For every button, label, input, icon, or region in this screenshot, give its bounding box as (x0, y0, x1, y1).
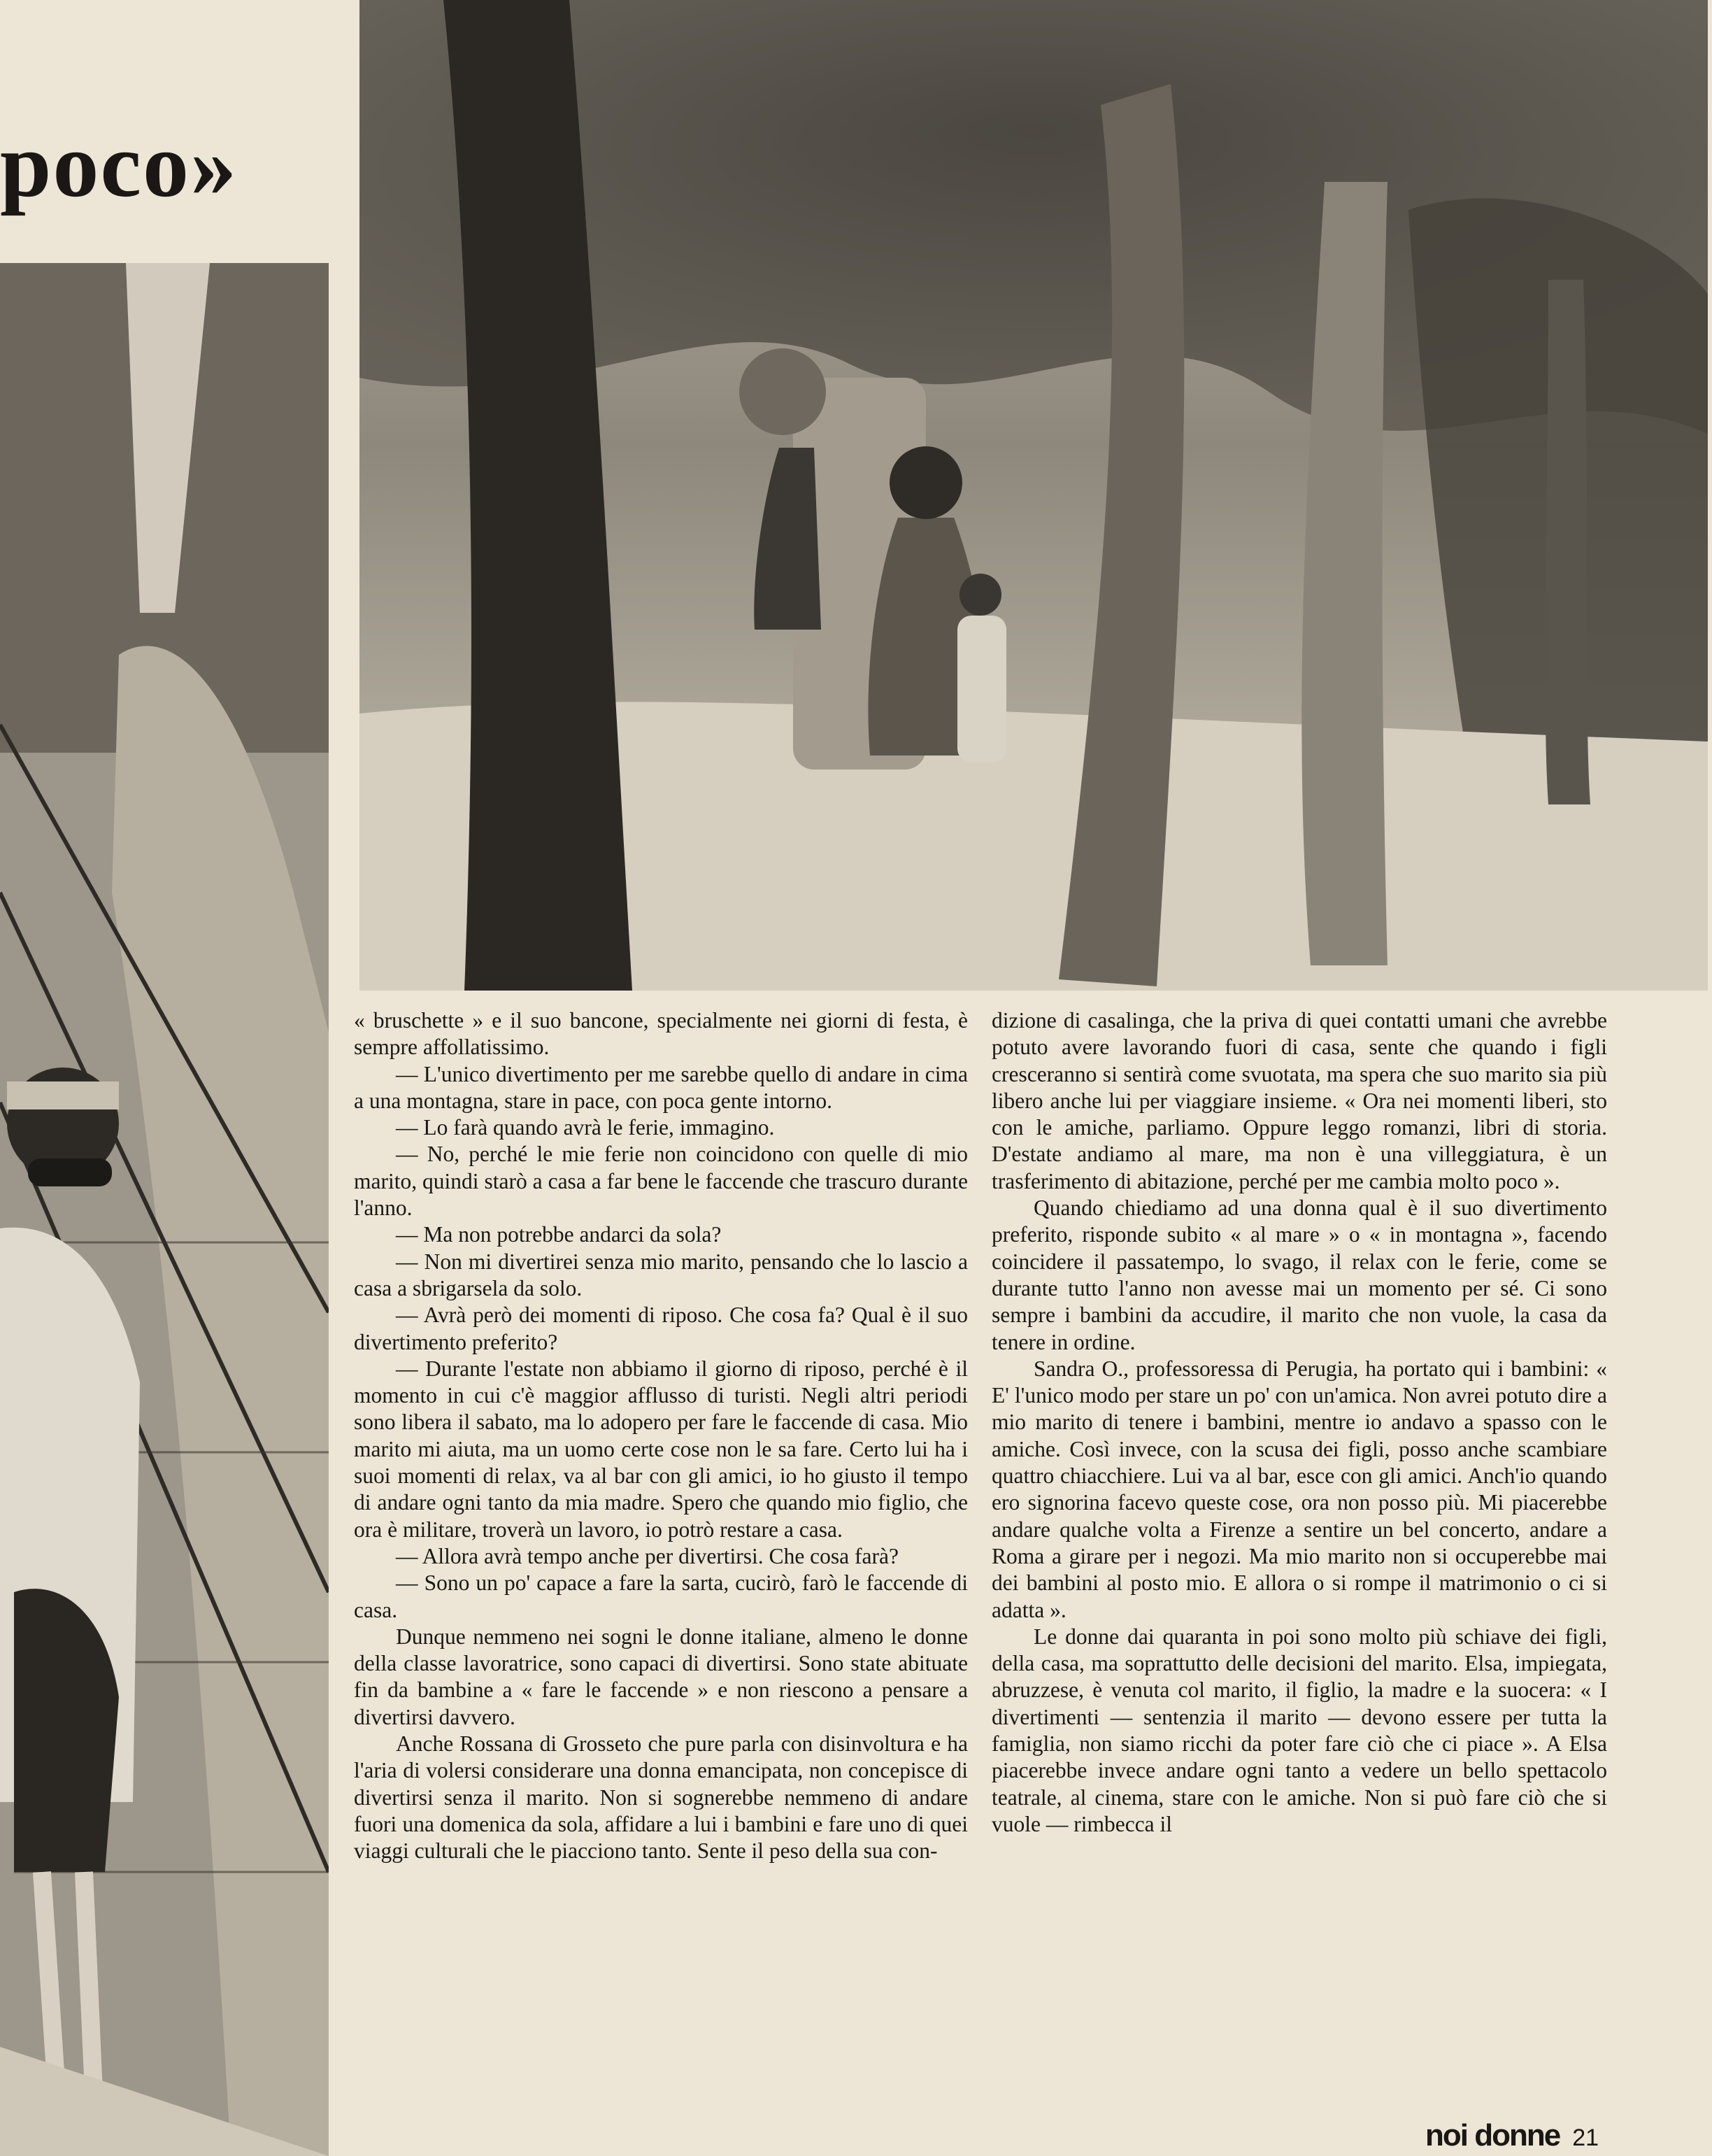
rope-bridge-image (0, 263, 329, 2156)
paragraph: — Ma non potrebbe andarci da sola? (396, 1222, 722, 1247)
paragraph: — Lo farà quando avrà le ferie, immagino. (396, 1115, 775, 1140)
article-column-2 (992, 1007, 1607, 2124)
paragraph: — No, perché le mie ferie non coincidono con quelle di mio marito, quindi starò a casa a far bene le faccende che trascuro durante l'anno. (354, 1142, 968, 1221)
headline: poco» (0, 113, 238, 216)
paragraph: — Avrà però dei momenti di riposo. Che cosa fa? Qual è il suo divertimento preferito? (354, 1303, 968, 1354)
magazine-brand: noi donne (1425, 2118, 1560, 2153)
paragraph: Quando chiediamo ad una donna qual è il suo divertimento preferito, risponde subito « al mare » o « in montagna », facendo coincidere il passatempo, lo svago, il relax con le ferie, come se durante tutto l'anno non avesse mai un momento per sé. Ci sono sempre i bambini da accudire, il marito che non vuole, la casa da tenere in ordine. (992, 1196, 1607, 1354)
paragraph: Dunque nemmeno nei sogni le donne italiane, almeno le donne della classe lavoratrice, sono capaci di divertirsi. Sono state abituate fin da bambine a « fare le faccende » e non riescono a pensare a divertirsi davvero. (354, 1624, 968, 1729)
woman-rope-bridge-photo (0, 263, 329, 2156)
page-number: 21 (1572, 2125, 1599, 2151)
paragraph: dizione di casalinga, che la priva di quei contatti umani che avrebbe potuto avere lavorando fuori di casa, sente che quando i figli cresceranno si sentirà come svuotata, ma spera che suo marito sia più libero anche lui per viaggiare insieme. « Ora nei momenti liberi, sto con le amiche, parliamo. Oppure leggo romanzi, libri di storia. D'estate andiamo al mare, ma non è una villeggiatura, è un trasferimento di abitazione, perché per me cambia molto poco ». (992, 1008, 1607, 1193)
paragraph: — Allora avrà tempo anche per divertirsi. Che cosa farà? (396, 1543, 899, 1568)
paragraph: Le donne dai quaranta in poi sono molto più schiave dei figli, della casa, ma soprattutto delle decisioni del marito. Elsa, impiegata, abruzzese, è venuta col marito, il figlio, la madre e la suocera: « I divertimenti — sentenzia il marito — devono essere per tutta la famiglia, non siamo ricchi da poter fare ciò che ci piace ». A Elsa piacerebbe invece andare ogni tanto a vedere un bello spettacolo teatrale, al cinema, stare con le amiche. Non si può fare ciò che si vuole — rimbecca il (992, 1624, 1607, 1836)
paragraph: Anche Rossana di Grosseto che pure parla con disinvoltura e ha l'aria di volersi considerare una donna emancipata, non concepisce di divertirsi senza il marito. Non si sognerebbe nemmeno di andare fuori una domenica da sola, affidare a lui i bambini e fare uno di quei viaggi culturali che le piacciono tanto. Sente il peso della sua con- (354, 1731, 968, 1864)
paragraph: — Non mi divertirei senza mio marito, pensando che lo lascio a casa a sbrigarsela da solo. (354, 1249, 968, 1300)
paragraph: — Sono un po' capace a fare la sarta, cucirò, farò le faccende di casa. (354, 1570, 968, 1622)
paragraph: — Durante l'estate non abbiamo il giorno di riposo, perché è il momento in cui c'è maggior afflusso di turisti. Negli altri periodi sono libera il sabato, ma lo adopero per fare le faccende di casa. Mio marito mi aiuta, ma un uomo certe cose non le sa fare. Certo lui ha i suoi momenti di relax, va al bar con gli amici, io ho giusto il tempo di andare ogni tanto da mia madre. Spero che quando mio figlio, che ora è militare, troverà un lavoro, io potrò restare a casa. (354, 1356, 968, 1542)
park-couple-photo (359, 0, 1708, 991)
page-footer (1425, 2118, 1599, 2153)
paragraph: « bruschette » e il suo bancone, specialmente nei giorni di festa, è sempre affollatissimo. (354, 1008, 968, 1060)
paragraph: Sandra O., professoressa di Perugia, ha portato qui i bambini: « E' l'unico modo per stare un po' con un'amica. Non avrei potuto dire a mio marito di tenere i bambini, mentre io andavo a spasso con le amiche. Così invece, con la scusa dei figli, posso anche scambiare quattro chiacchiere. Lui va al bar, esce con gli amici. Anch'io quando ero signorina facevo queste cose, ora non posso più. Mi piacerebbe andare qualche volta a Firenze a sentire un bel concerto, andare a Roma a girare per i negozi. Ma mio marito non si occuperebbe mai dei bambini al posto mio. E allora o si rompe il matrimonio o ci si adatta ». (992, 1356, 1607, 1622)
park-scene-image (359, 0, 1708, 991)
paragraph: — L'unico divertimento per me sarebbe quello di andare in cima a una montagna, stare in pace, con poca gente intorno. (354, 1061, 968, 1113)
article-column-1 (354, 1007, 968, 2124)
